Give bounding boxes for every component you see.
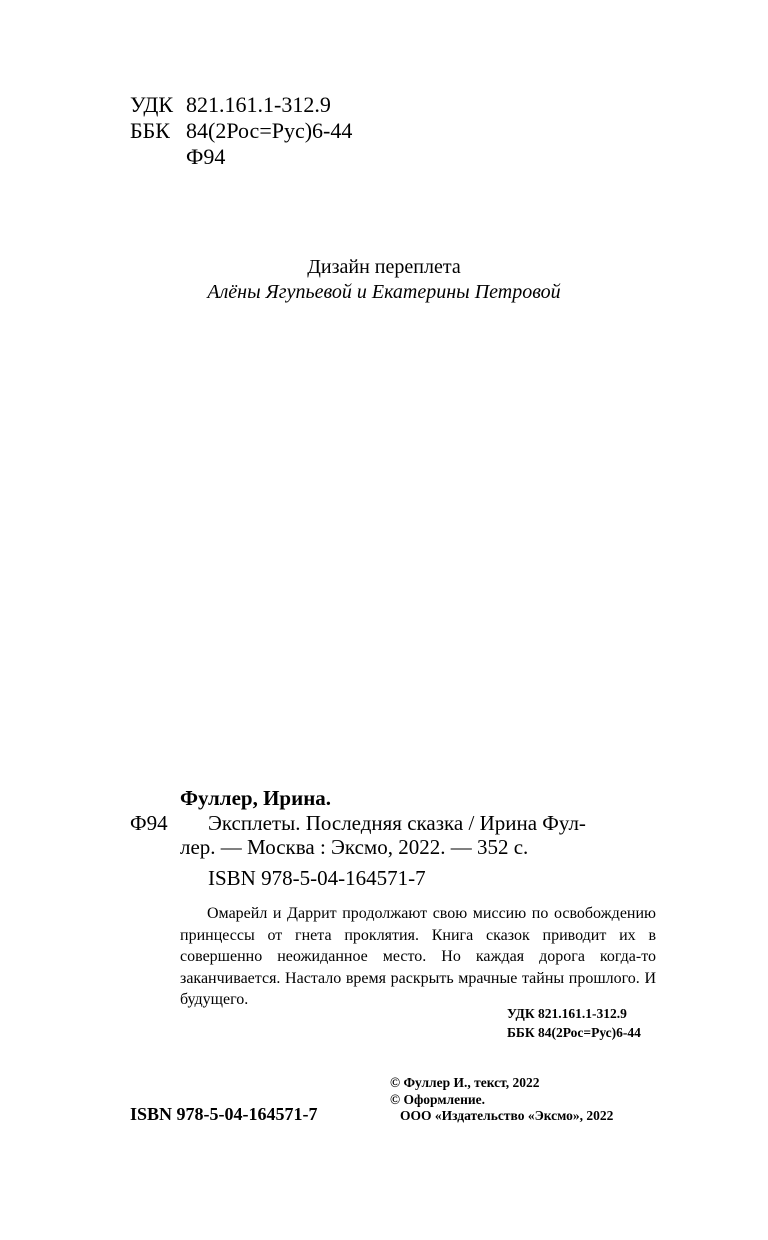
bib-isbn: ISBN 978-5-04-164571-7 <box>208 866 426 890</box>
bib-author: Фуллер, Ирина. <box>180 786 332 810</box>
design-credit-names: Алёны Ягупьевой и Екатерины Петровой <box>207 281 561 303</box>
bib-author-mark: Ф94 <box>130 811 168 835</box>
bbk-value: 84(2Рос=Рус)6-44 <box>186 118 353 143</box>
author-mark-top: Ф94 <box>186 144 226 169</box>
copyright-line-1: © Фуллер И., текст, 2022 <box>390 1075 540 1090</box>
udk-line <box>130 92 331 118</box>
annotation: Омарейл и Даррит продолжают свою миссию по освобождению принцессы от гнета проклятия. Книга сказок приводит их в совершенно неожиданное место. Но каждая дорога когда-то заканчивается. Настало время раскрыть мрачные тайны прошлого. И будущего. <box>180 905 656 1008</box>
bbk-label: ББК <box>130 118 170 143</box>
copyright-line-2: © Оформление. <box>390 1092 486 1107</box>
bib-description-line-1: Эксплеты. Последняя сказка / Ирина Фул- <box>208 811 586 835</box>
udk-value: 821.161.1-312.9 <box>186 92 331 117</box>
bbk-code: ББК 84(2Рос=Рус)6-44 <box>507 1025 641 1040</box>
design-credit-title: Дизайн переплета <box>307 256 461 278</box>
udk-label: УДК <box>130 92 174 117</box>
bbk-line <box>130 118 352 144</box>
copyright-line-3: ООО «Издательство «Эксмо», 2022 <box>400 1108 614 1123</box>
isbn-bottom: ISBN 978-5-04-164571-7 <box>130 1104 318 1124</box>
udk-code: УДК 821.161.1-312.9 <box>507 1006 627 1021</box>
bib-description-line-2: лер. — Москва : Эксмо, 2022. — 352 с. <box>180 835 529 859</box>
